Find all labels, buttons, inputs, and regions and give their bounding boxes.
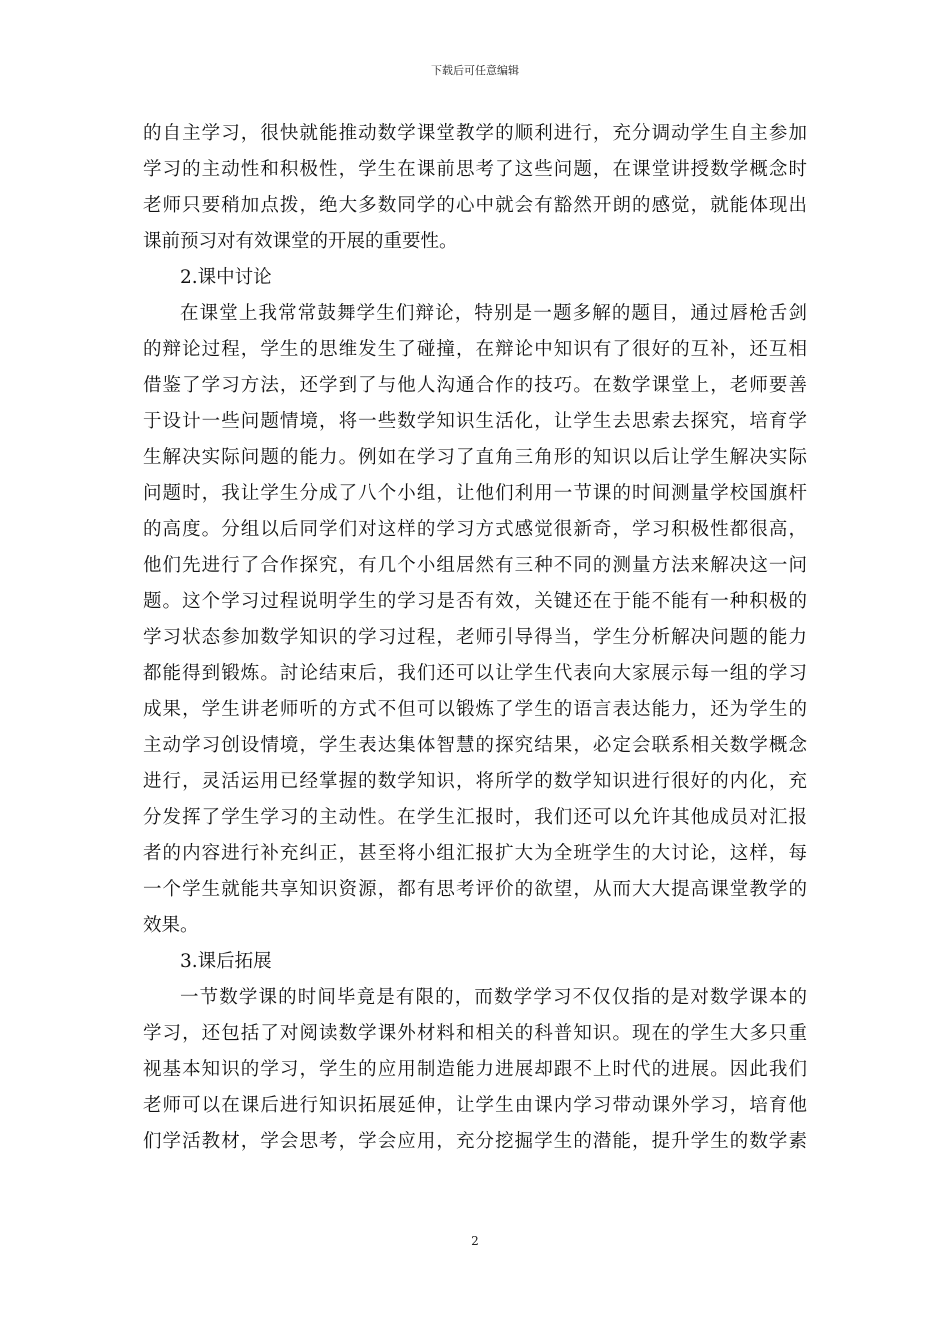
- section-heading-after-class-extension: 3.课后拓展: [180, 951, 272, 972]
- paragraph-line: 主动学习创设情境，学生表达集体智慧的探究结果，必定会联系相关数学概念: [143, 735, 807, 756]
- paragraph-line: 的自主学习，很快就能推动数学课堂教学的顺利进行，充分调动学生自主参加: [143, 123, 807, 144]
- paragraph-line: 学习的主动性和积极性，学生在课前思考了这些问题，在课堂讲授数学概念时: [143, 159, 807, 180]
- paragraph-line: 学习，还包括了对阅读数学课外材料和相关的科普知识。现在的学生大多只重: [143, 1023, 807, 1044]
- paragraph-line: 者的内容进行补充纠正，甚至将小组汇报扩大为全班学生的大讨论，这样，每: [143, 843, 807, 864]
- paragraph-line: 借鉴了学习方法，还学到了与他人沟通合作的技巧。在数学课堂上，老师要善: [143, 375, 807, 396]
- paragraph-line: 进行，灵活运用已经掌握的数学知识，将所学的数学知识进行很好的内化，充: [143, 771, 807, 792]
- paragraph-line: 问题时，我让学生分成了八个小组，让他们利用一节课的时间测量学校国旗杆: [143, 483, 807, 504]
- paragraph-line: 老师可以在课后进行知识拓展延伸，让学生由课内学习带动课外学习，培育他: [143, 1095, 807, 1116]
- paragraph-line: 于设计一些问题情境，将一些数学知识生活化，让学生去思索去探究，培育学: [143, 411, 807, 432]
- page-header: 下载后可任意编辑: [431, 64, 519, 77]
- paragraph-line: 题。这个学习过程说明学生的学习是否有效，关键还在于能不能有一种积极的: [143, 591, 807, 612]
- paragraph-line: 一节数学课的时间毕竟是有限的，而数学学习不仅仅指的是对数学课本的: [180, 987, 807, 1008]
- paragraph-line: 的高度。分组以后同学们对这样的学习方式感觉很新奇，学习积极性都很高，: [143, 519, 807, 540]
- page-number: 2: [471, 1234, 479, 1248]
- paragraph-line: 都能得到锻炼。討论结束后，我们还可以让学生代表向大家展示每一组的学习: [143, 663, 807, 684]
- paragraph-line: 分发挥了学生学习的主动性。在学生汇报时，我们还可以允许其他成员对汇报: [143, 807, 807, 828]
- paragraph-line: 他们先进行了合作探究，有几个小组居然有三种不同的测量方法来解决这一问: [143, 555, 807, 576]
- paragraph-line: 生解决实际问题的能力。例如在学习了直角三角形的知识以后让学生解决实际: [143, 447, 807, 468]
- paragraph-line: 的辩论过程，学生的思维发生了碰撞，在辩论中知识有了很好的互补，还互相: [143, 339, 807, 360]
- document-body: [143, 116, 807, 1160]
- paragraph-line: 课前预习对有效课堂的开展的重要性。: [143, 231, 458, 252]
- paragraph-line: 效果。: [143, 915, 199, 936]
- paragraph-line: 学习状态参加数学知识的学习过程，老师引导得当，学生分析解决问题的能力: [143, 627, 807, 648]
- paragraph-line: 们学活教材，学会思考，学会应用，充分挖掘学生的潜能，提升学生的数学素: [143, 1131, 807, 1152]
- paragraph-after-class-extension: [143, 980, 807, 1160]
- paragraph-line: 老师只要稍加点拨，绝大多数同学的心中就会有豁然开朗的感觉，就能体现出: [143, 195, 807, 216]
- paragraph-line: 在课堂上我常常鼓舞学生们辩论，特别是一题多解的题目，通过唇枪舌剑: [180, 303, 807, 324]
- paragraph-line: 一个学生就能共享知识资源，都有思考评价的欲望，从而大大提高课堂教学的: [143, 879, 807, 900]
- paragraph-line: 视基本知识的学习，学生的应用制造能力进展却跟不上时代的进展。因此我们: [143, 1059, 807, 1080]
- paragraph-line: 成果，学生讲老师听的方式不但可以锻炼了学生的语言表达能力，还为学生的: [143, 699, 807, 720]
- paragraph-self-study: [143, 116, 807, 260]
- paragraph-class-discussion: [143, 296, 807, 944]
- section-heading-class-discussion: 2.课中讨论: [180, 267, 272, 288]
